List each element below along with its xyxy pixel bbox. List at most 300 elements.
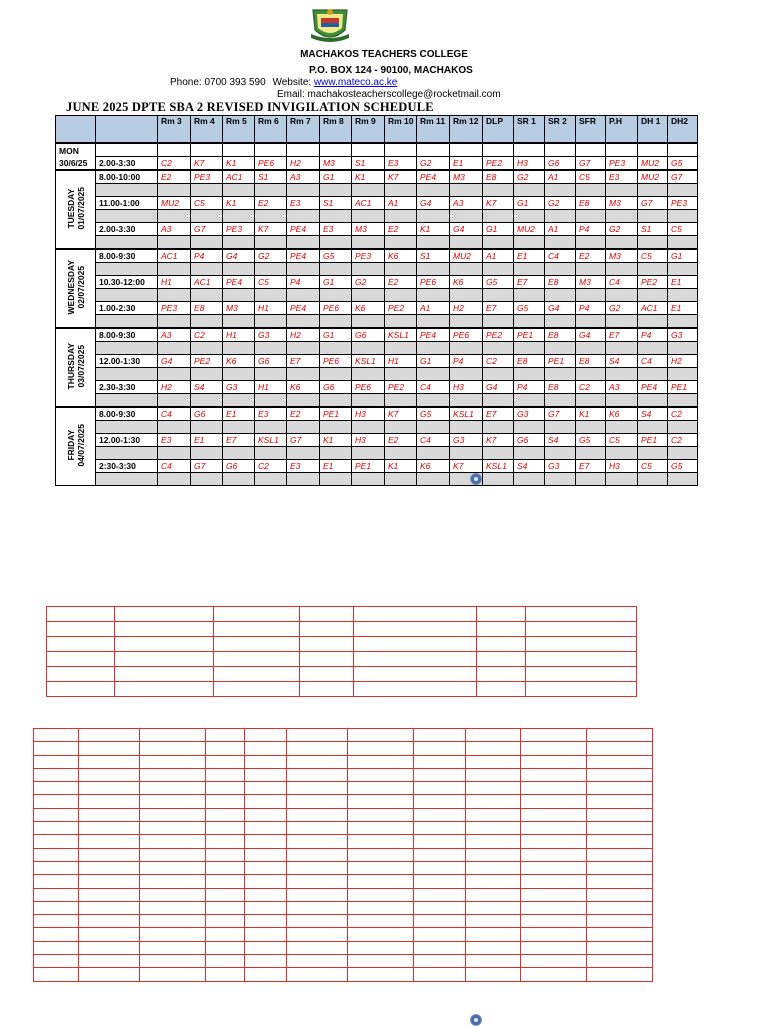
column-header: Rm 6 bbox=[255, 116, 287, 144]
blank-cell bbox=[450, 263, 483, 276]
blank-cell bbox=[483, 473, 514, 486]
grid-cell bbox=[587, 928, 653, 941]
blank-cell bbox=[223, 184, 255, 197]
blank-cell bbox=[514, 394, 545, 408]
invigilator-code: G6 bbox=[255, 355, 287, 368]
invigilator-code: G7 bbox=[287, 434, 320, 447]
grid-cell bbox=[47, 622, 115, 637]
invigilator-code: E8 bbox=[191, 302, 223, 315]
blank-cell bbox=[223, 289, 255, 302]
invigilator-code: C5 bbox=[638, 460, 668, 473]
session-row bbox=[56, 143, 698, 157]
grid-cell bbox=[466, 888, 521, 901]
grid-cell bbox=[79, 901, 140, 914]
blank-cell bbox=[158, 289, 191, 302]
time-cell: 8.00-9:30 bbox=[96, 328, 158, 342]
grid-cell bbox=[414, 742, 466, 755]
grid-cell bbox=[287, 888, 348, 901]
grid-cell bbox=[587, 941, 653, 954]
grid-cell bbox=[348, 915, 414, 928]
grid-cell bbox=[115, 637, 214, 652]
session-row bbox=[56, 460, 698, 473]
phone-number: Phone: 0700 393 590 bbox=[170, 77, 266, 88]
spacer-row bbox=[56, 394, 698, 408]
invigilator-code: H2 bbox=[450, 302, 483, 315]
website-label: Website: bbox=[272, 77, 312, 88]
column-header: Rm 4 bbox=[191, 116, 223, 144]
day-cell bbox=[56, 328, 96, 407]
blank-cell bbox=[514, 236, 545, 250]
invigilator-code: K6 bbox=[287, 381, 320, 394]
invigilator-code: G1 bbox=[320, 170, 352, 184]
invigilator-code: G5 bbox=[483, 276, 514, 289]
grid-cell bbox=[466, 795, 521, 808]
grid-cell bbox=[414, 901, 466, 914]
blank-cell bbox=[352, 143, 385, 157]
grid-cell bbox=[206, 901, 245, 914]
grid-cell bbox=[140, 822, 206, 835]
day-cell bbox=[56, 407, 96, 486]
grid-cell bbox=[245, 742, 287, 755]
invigilator-code: G1 bbox=[320, 328, 352, 342]
blank-cell bbox=[638, 289, 668, 302]
grid-cell bbox=[348, 755, 414, 768]
grid-cell bbox=[245, 968, 287, 981]
day-cell bbox=[56, 143, 96, 170]
invigilator-code: PE6 bbox=[255, 157, 287, 171]
invigilator-code: A3 bbox=[450, 197, 483, 210]
blank-cell bbox=[668, 394, 698, 408]
invigilator-code: G1 bbox=[514, 197, 545, 210]
grid-cell bbox=[79, 888, 140, 901]
grid-cell bbox=[115, 682, 214, 697]
blank-cell bbox=[158, 447, 191, 460]
blank-cell bbox=[352, 447, 385, 460]
blank-cell bbox=[638, 368, 668, 381]
grid-cell bbox=[214, 637, 300, 652]
grid-cell bbox=[287, 875, 348, 888]
grid-cell bbox=[34, 901, 79, 914]
blank-cell bbox=[385, 184, 417, 197]
blank-cell bbox=[514, 210, 545, 223]
grid-cell bbox=[287, 861, 348, 874]
grid-row bbox=[34, 795, 654, 808]
session-row bbox=[56, 249, 698, 263]
invigilator-code: C5 bbox=[576, 170, 606, 184]
grid-cell bbox=[477, 622, 526, 637]
blank-cell bbox=[223, 263, 255, 276]
grid-cell bbox=[79, 955, 140, 968]
blank-cell bbox=[385, 368, 417, 381]
blank-cell bbox=[158, 184, 191, 197]
blank-cell bbox=[255, 368, 287, 381]
blank-cell bbox=[668, 368, 698, 381]
grid-cell bbox=[587, 901, 653, 914]
grid-cell bbox=[245, 835, 287, 848]
grid-row bbox=[34, 742, 654, 755]
blank-cell bbox=[417, 473, 450, 486]
grid-cell bbox=[477, 682, 526, 697]
grid-row bbox=[34, 768, 654, 781]
invigilator-code: C5 bbox=[668, 223, 698, 236]
grid-cell bbox=[521, 955, 587, 968]
grid-cell bbox=[206, 795, 245, 808]
invigilator-code: P4 bbox=[576, 302, 606, 315]
invigilator-code: K1 bbox=[223, 197, 255, 210]
invigilator-code: G4 bbox=[483, 381, 514, 394]
blank-cell bbox=[483, 342, 514, 355]
invigilator-code: C2 bbox=[576, 381, 606, 394]
blank-cell bbox=[417, 210, 450, 223]
blank-cell bbox=[287, 143, 320, 157]
blank-cell bbox=[385, 236, 417, 250]
grid-row bbox=[34, 808, 654, 821]
invigilator-code: E2 bbox=[385, 434, 417, 447]
invigilator-code: G7 bbox=[576, 157, 606, 171]
day-date: 01/07/2025 bbox=[75, 186, 86, 230]
invigilator-code: E3 bbox=[606, 170, 638, 184]
blank-cell bbox=[255, 315, 287, 329]
grid-cell bbox=[348, 795, 414, 808]
grid-cell bbox=[79, 928, 140, 941]
grid-cell bbox=[79, 915, 140, 928]
grid-cell bbox=[414, 822, 466, 835]
grid-cell bbox=[206, 822, 245, 835]
grid-cell bbox=[34, 795, 79, 808]
grid-cell bbox=[466, 968, 521, 981]
blank-cell bbox=[417, 368, 450, 381]
grid-row bbox=[34, 848, 654, 861]
invigilator-code: E3 bbox=[255, 407, 287, 421]
schedule-title: JUNE 2025 DPTE SBA 2 REVISED INVIGILATION SCHEDULE bbox=[66, 100, 434, 114]
invigilator-code: PE6 bbox=[417, 276, 450, 289]
blank-cell bbox=[320, 289, 352, 302]
invigilator-code: MU2 bbox=[450, 249, 483, 263]
grid-cell bbox=[245, 901, 287, 914]
blank-cell bbox=[385, 473, 417, 486]
grid-cell bbox=[287, 941, 348, 954]
invigilator-code: E1 bbox=[320, 460, 352, 473]
spacer-row bbox=[56, 263, 698, 276]
grid-cell bbox=[287, 795, 348, 808]
blank-cell bbox=[385, 342, 417, 355]
grid-row bbox=[34, 955, 654, 968]
grid-cell bbox=[206, 915, 245, 928]
blank-cell bbox=[320, 263, 352, 276]
grid-cell bbox=[521, 835, 587, 848]
blank-cell bbox=[668, 210, 698, 223]
blank-cell bbox=[576, 263, 606, 276]
session-row bbox=[56, 328, 698, 342]
grid-row bbox=[47, 667, 637, 682]
blank-cell bbox=[545, 289, 576, 302]
grid-cell bbox=[414, 848, 466, 861]
spacer-row bbox=[56, 342, 698, 355]
blank-cell bbox=[483, 447, 514, 460]
grid-cell bbox=[47, 652, 115, 667]
grid-row bbox=[34, 968, 654, 981]
blank-cell bbox=[638, 315, 668, 329]
blank-cell bbox=[606, 236, 638, 250]
blank-cell bbox=[255, 210, 287, 223]
day-name: FRIDAY bbox=[65, 429, 76, 461]
blank-cell bbox=[450, 394, 483, 408]
invigilator-code: E7 bbox=[287, 355, 320, 368]
grid-cell bbox=[354, 652, 477, 667]
grid-cell bbox=[466, 928, 521, 941]
blank-cell bbox=[668, 289, 698, 302]
blank-cell bbox=[450, 236, 483, 250]
invigilator-code: P4 bbox=[576, 223, 606, 236]
blank-cell bbox=[96, 342, 158, 355]
grid-cell bbox=[526, 667, 637, 682]
grid-row bbox=[34, 915, 654, 928]
blank-cell bbox=[576, 315, 606, 329]
website-link[interactable]: www.mateco.ac.ke bbox=[313, 77, 398, 88]
invigilator-code: H2 bbox=[158, 381, 191, 394]
empty-grid-table bbox=[46, 606, 637, 697]
invigilator-code: E8 bbox=[545, 276, 576, 289]
grid-cell bbox=[348, 822, 414, 835]
grid-cell bbox=[245, 861, 287, 874]
grid-cell bbox=[245, 888, 287, 901]
grid-cell bbox=[34, 782, 79, 795]
day-name: WEDNESDAY bbox=[65, 259, 76, 315]
invigilator-code: PE2 bbox=[191, 355, 223, 368]
invigilator-code: A1 bbox=[385, 197, 417, 210]
column-header: P.H bbox=[606, 116, 638, 144]
invigilator-code: MU2 bbox=[638, 157, 668, 171]
grid-cell bbox=[466, 742, 521, 755]
invigilator-code: KSL1 bbox=[483, 460, 514, 473]
grid-cell bbox=[587, 782, 653, 795]
grid-cell bbox=[414, 875, 466, 888]
grid-cell bbox=[300, 637, 354, 652]
blank-cell bbox=[514, 447, 545, 460]
grid-cell bbox=[348, 835, 414, 848]
grid-cell bbox=[526, 622, 637, 637]
corner-cell bbox=[96, 116, 158, 144]
grid-cell bbox=[466, 915, 521, 928]
invigilator-code: H1 bbox=[255, 381, 287, 394]
grid-row bbox=[47, 682, 637, 697]
grid-cell bbox=[587, 742, 653, 755]
invigilator-code: C2 bbox=[255, 460, 287, 473]
spacer-row bbox=[56, 184, 698, 197]
invigilator-code: C2 bbox=[668, 407, 698, 421]
grid-cell bbox=[348, 742, 414, 755]
blank-cell bbox=[450, 368, 483, 381]
blank-cell bbox=[385, 315, 417, 329]
postal-address: P.O. BOX 124 - 90100, MACHAKOS bbox=[309, 65, 473, 76]
invigilator-code: G6 bbox=[352, 328, 385, 342]
day-cell bbox=[56, 170, 96, 249]
blank-cell bbox=[385, 394, 417, 408]
invigilator-code: A1 bbox=[417, 302, 450, 315]
blank-cell bbox=[223, 473, 255, 486]
grid-cell bbox=[587, 822, 653, 835]
grid-cell bbox=[587, 755, 653, 768]
invigilator-code: A1 bbox=[545, 223, 576, 236]
spacer-row bbox=[56, 421, 698, 434]
blank-cell bbox=[96, 394, 158, 408]
grid-cell bbox=[348, 941, 414, 954]
invigilator-code: G3 bbox=[450, 434, 483, 447]
invigilator-code: S1 bbox=[320, 197, 352, 210]
invigilator-code: KSL1 bbox=[450, 407, 483, 421]
invigilator-code: P4 bbox=[514, 381, 545, 394]
invigilator-code: G4 bbox=[450, 223, 483, 236]
invigilator-code: PE2 bbox=[385, 381, 417, 394]
blank-cell bbox=[483, 394, 514, 408]
blank-cell bbox=[606, 143, 638, 157]
session-row bbox=[56, 434, 698, 447]
blank-cell bbox=[668, 421, 698, 434]
grid-cell bbox=[348, 888, 414, 901]
invigilator-code: K7 bbox=[385, 170, 417, 184]
blank-cell bbox=[576, 368, 606, 381]
grid-row bbox=[34, 835, 654, 848]
blank-cell bbox=[576, 394, 606, 408]
invigilator-code: E7 bbox=[606, 328, 638, 342]
blank-cell bbox=[223, 342, 255, 355]
blank-cell bbox=[385, 421, 417, 434]
grid-cell bbox=[587, 888, 653, 901]
session-row bbox=[56, 302, 698, 315]
invigilator-code: M3 bbox=[223, 302, 255, 315]
grid-cell bbox=[477, 637, 526, 652]
grid-cell bbox=[414, 888, 466, 901]
grid-row bbox=[34, 861, 654, 874]
invigilator-code: S4 bbox=[606, 355, 638, 368]
blank-cell bbox=[191, 184, 223, 197]
invigilator-code: MU2 bbox=[514, 223, 545, 236]
circle-nav-icon[interactable] bbox=[470, 473, 482, 485]
blank-cell bbox=[638, 421, 668, 434]
invigilator-code: PE2 bbox=[385, 302, 417, 315]
blank-cell bbox=[96, 289, 158, 302]
invigilator-code: G7 bbox=[638, 197, 668, 210]
blank-cell bbox=[668, 184, 698, 197]
column-header: SR 1 bbox=[514, 116, 545, 144]
empty-grid-table bbox=[33, 728, 654, 982]
grid-cell bbox=[34, 888, 79, 901]
blank-cell bbox=[255, 263, 287, 276]
grid-cell bbox=[587, 968, 653, 981]
grid-cell bbox=[348, 808, 414, 821]
blank-cell bbox=[417, 421, 450, 434]
grid-cell bbox=[245, 755, 287, 768]
blank-cell bbox=[606, 368, 638, 381]
blank-cell bbox=[96, 184, 158, 197]
invigilator-code: E2 bbox=[576, 249, 606, 263]
grid-cell bbox=[47, 682, 115, 697]
grid-cell bbox=[466, 768, 521, 781]
invigilator-code: G5 bbox=[576, 434, 606, 447]
blank-cell bbox=[450, 289, 483, 302]
grid-cell bbox=[354, 667, 477, 682]
blank-cell bbox=[450, 447, 483, 460]
invigilator-code: G4 bbox=[545, 302, 576, 315]
invigilator-code: G4 bbox=[158, 355, 191, 368]
invigilator-code: A3 bbox=[158, 223, 191, 236]
circle-nav-icon[interactable] bbox=[470, 1014, 482, 1026]
blank-cell bbox=[417, 447, 450, 460]
blank-cell bbox=[385, 143, 417, 157]
invigilator-code: PE3 bbox=[223, 223, 255, 236]
invigilator-code: G3 bbox=[545, 460, 576, 473]
grid-cell bbox=[414, 928, 466, 941]
invigilator-code: P4 bbox=[638, 328, 668, 342]
blank-cell bbox=[158, 368, 191, 381]
grid-cell bbox=[245, 915, 287, 928]
grid-cell bbox=[587, 835, 653, 848]
grid-cell bbox=[526, 652, 637, 667]
grid-cell bbox=[526, 607, 637, 622]
grid-cell bbox=[300, 652, 354, 667]
invigilator-code: K7 bbox=[483, 197, 514, 210]
invigilator-code: C4 bbox=[417, 434, 450, 447]
grid-cell bbox=[115, 622, 214, 637]
invigilator-code: G6 bbox=[514, 434, 545, 447]
invigilator-code: H3 bbox=[352, 407, 385, 421]
grid-cell bbox=[414, 755, 466, 768]
blank-cell bbox=[450, 143, 483, 157]
grid-cell bbox=[206, 888, 245, 901]
grid-cell bbox=[140, 768, 206, 781]
column-header: DH 1 bbox=[638, 116, 668, 144]
blank-cell bbox=[320, 368, 352, 381]
grid-cell bbox=[521, 742, 587, 755]
day-label bbox=[66, 343, 86, 389]
invigilator-code: G3 bbox=[223, 381, 255, 394]
grid-cell bbox=[34, 835, 79, 848]
blank-cell bbox=[191, 473, 223, 486]
invigilator-code: E8 bbox=[514, 355, 545, 368]
invigilator-code: K6 bbox=[385, 249, 417, 263]
grid-cell bbox=[140, 968, 206, 981]
blank-cell bbox=[191, 289, 223, 302]
blank-cell bbox=[606, 210, 638, 223]
grid-cell bbox=[245, 729, 287, 742]
blank-cell bbox=[576, 184, 606, 197]
blank-cell bbox=[191, 236, 223, 250]
invigilator-code: S4 bbox=[191, 381, 223, 394]
invigilator-code: PE4 bbox=[287, 223, 320, 236]
invigilator-code: G2 bbox=[352, 276, 385, 289]
session-row bbox=[56, 223, 698, 236]
invigilator-code: M3 bbox=[320, 157, 352, 171]
invigilator-code: E2 bbox=[385, 276, 417, 289]
grid-cell bbox=[34, 755, 79, 768]
grid-cell bbox=[587, 955, 653, 968]
invigilator-code: S1 bbox=[255, 170, 287, 184]
invigilator-code: C4 bbox=[417, 381, 450, 394]
invigilator-code: AC1 bbox=[638, 302, 668, 315]
time-cell: 12.00-1:30 bbox=[96, 434, 158, 447]
blank-cell bbox=[385, 263, 417, 276]
invigilator-code: PE1 bbox=[352, 460, 385, 473]
grid-cell bbox=[214, 607, 300, 622]
blank-cell bbox=[606, 421, 638, 434]
blank-cell bbox=[96, 236, 158, 250]
blank-cell bbox=[514, 184, 545, 197]
invigilator-code: AC1 bbox=[223, 170, 255, 184]
invigilator-code: E1 bbox=[668, 302, 698, 315]
invigilator-code: P4 bbox=[450, 355, 483, 368]
invigilator-code: G3 bbox=[255, 328, 287, 342]
blank-cell bbox=[255, 473, 287, 486]
